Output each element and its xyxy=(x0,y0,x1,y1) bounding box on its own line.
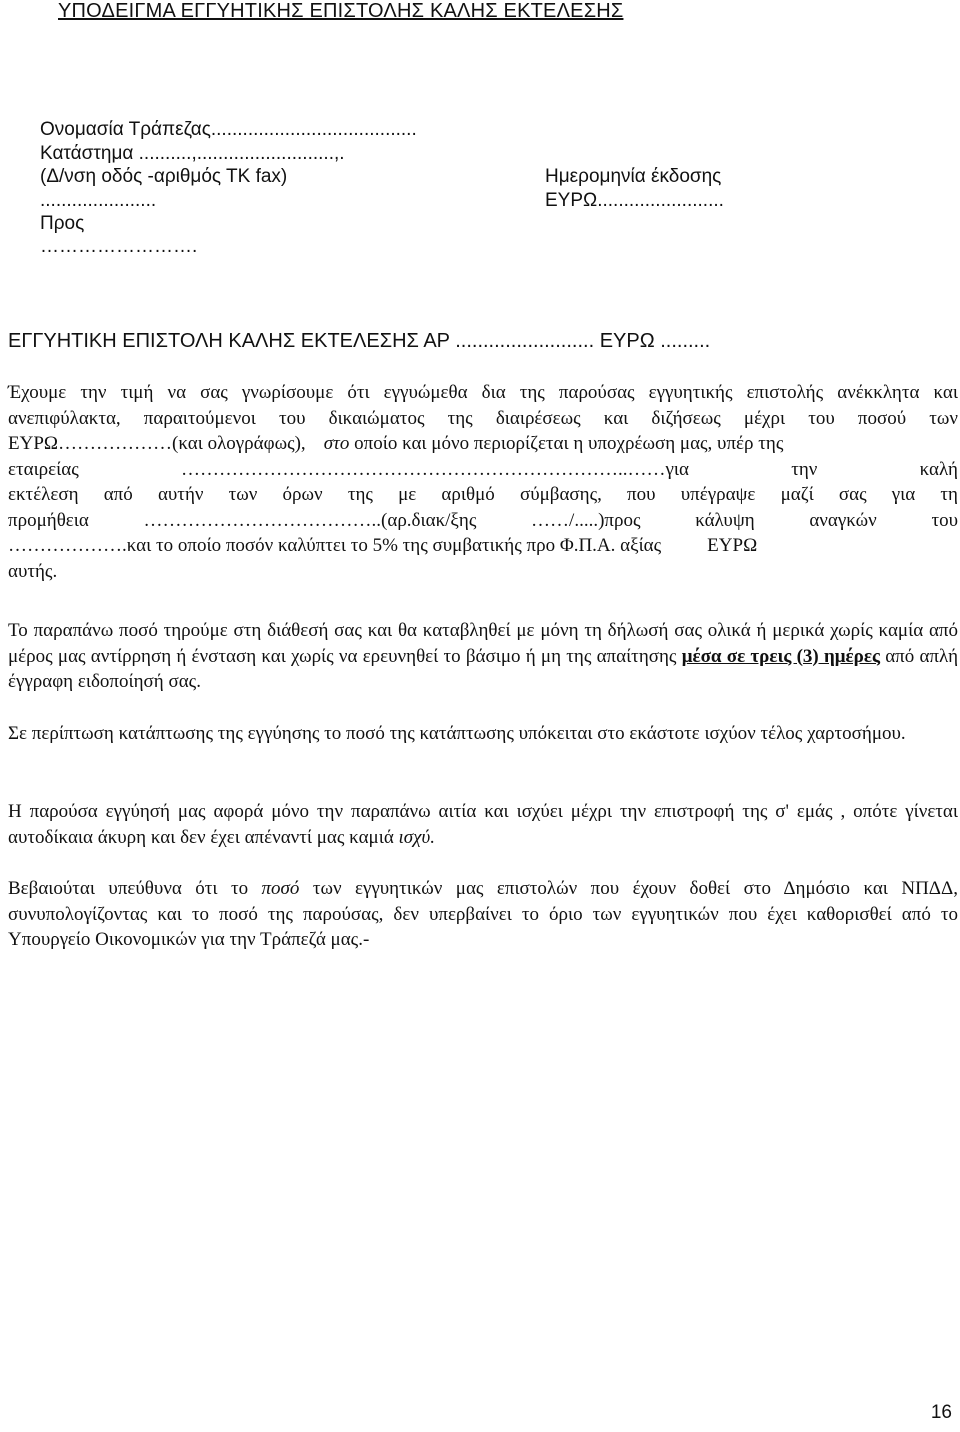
issue-date-label: Ημερομηνία έκδοσης xyxy=(545,166,722,187)
p1-line-3-rest: οποίο και μόνο περιορίζεται η υποχρέωση μας, υπέρ της xyxy=(354,433,784,454)
p1-line-7 xyxy=(8,533,958,559)
p1-line-1: Έχουμε την τιμή να σας γνωρίσουμε ότι εγγυώμεθα δια της παρούσας εγγυητικής επιστολής ανέκκλητα και xyxy=(8,382,958,403)
page-number: 16 xyxy=(930,1402,952,1423)
p1-line-3 xyxy=(8,431,958,457)
p1-line-3-amount: ΕΥΡΩ………………(και ολογράφως), xyxy=(8,433,306,454)
p2-text-b: από απλή έγγραφη ειδοποίησή σας. xyxy=(8,645,958,692)
p2-text-a: Το παραπάνω ποσό τηρούμε στη διάθεσή σας και θα καταβληθεί με μόνη τη δήλωσή σας ολικά ή μερικά χωρίς καμία από μέρος μας αντίρρηση ή ένσταση και χωρίς να ερευνηθεί το βάσιμο ή μη της απαίτησης xyxy=(8,620,958,667)
paragraph-payment-terms xyxy=(8,618,958,695)
paragraph-declaration xyxy=(8,876,958,953)
document-title: ΥΠΟΔΕΙΓΜΑ ΕΓΓΥΗΤΙΚΗΣ ΕΠΙΣΤΟΛΗΣ ΚΑΛΗΣ ΕΚΤΕΛΕΣΗΣ xyxy=(58,0,624,22)
p4-text-a: Η παρούσα εγγύησή μας αφορά μόνο την παραπάνω αιτία και ισχύει μέχρι την επιστροφή της σ' εμάς , οπότε γίνεται αυτοδίκαια άκυρη και δεν έχει απέναντί μας καμιά xyxy=(8,801,958,848)
bank-name-line: Ονομασία Τράπεζας....................................... xyxy=(40,119,417,140)
p1-line-8: αυτής. xyxy=(8,560,58,582)
amount-euro-label: ΕΥΡΩ........................ xyxy=(545,190,724,211)
recipient-dots: ……………………. xyxy=(40,236,198,257)
p5-text-a: Βεβαιούται υπεύθυνα ότι το xyxy=(8,878,262,899)
p1-line-4: εταιρείας ……………………………………………………………..……για την καλή xyxy=(8,458,958,480)
p4-italic: ισχύ. xyxy=(398,826,436,848)
recipient-label: Προς xyxy=(40,213,85,234)
p5-text-b: των εγγυητικών μας επιστολών που έχουν δοθεί στο Δημόσιο και ΝΠΔΔ, συνυπολογίζοντας και το ποσό της παρούσας, δεν υπερβαίνει το όριο των εγγυητικών που έχει καθορισθεί από το Υπουργείο Οικονομικών για την Τράπεζά μας.- xyxy=(8,878,958,950)
p1-line-3-italic: στο xyxy=(323,433,350,454)
address-line: (Δ/νση οδός -αριθμός ΤΚ fax) xyxy=(40,166,288,187)
p1-line-7-text: ……………….και το οποίο ποσόν καλύπτει το 5% της συμβατικής προ Φ.Π.Α. αξίας xyxy=(8,535,662,556)
branch-line: Κατάστημα ..........,..........................,. xyxy=(40,143,345,164)
p5-italic: ποσό xyxy=(261,878,300,899)
paragraph-stamp-duty: Σε περίπτωση κατάπτωσης της εγγύησης το ποσό της κατάπτωσης υπόκειται στο εκάστοτε ισχύον τέλος χαρτοσήμου. xyxy=(8,723,906,744)
paragraph-validity xyxy=(8,799,958,850)
p1-line-2: ανεπιφύλακτα, παραιτούμενοι του δικαιώματος της διαιρέσεως και διζήσεως μέχρι του ποσού των xyxy=(8,407,958,429)
address-dots: ...................... xyxy=(40,190,157,211)
p2-deadline-emphasis: μέσα σε τρεις (3) ημέρες xyxy=(681,645,880,667)
guarantee-reference: ΕΓΓΥΗΤΙΚΗ ΕΠΙΣΤΟΛΗ ΚΑΛΗΣ ΕΚΤΕΛΕΣΗΣ ΑΡ ......................... ΕΥΡΩ ......... xyxy=(8,330,711,352)
p1-line-7-euro: ΕΥΡΩ xyxy=(707,535,758,556)
paragraph-guarantee-terms xyxy=(8,380,958,584)
p1-line-6: προμήθεια ………………………………..(αρ.διακ/ξης ……/.....)προς κάλυψη αναγκών του xyxy=(8,509,958,531)
p1-line-5: εκτέλεση από αυτήν των όρων της με αριθμό σύμβασης, που υπέγραψε μαζί σας για τη xyxy=(8,484,958,505)
